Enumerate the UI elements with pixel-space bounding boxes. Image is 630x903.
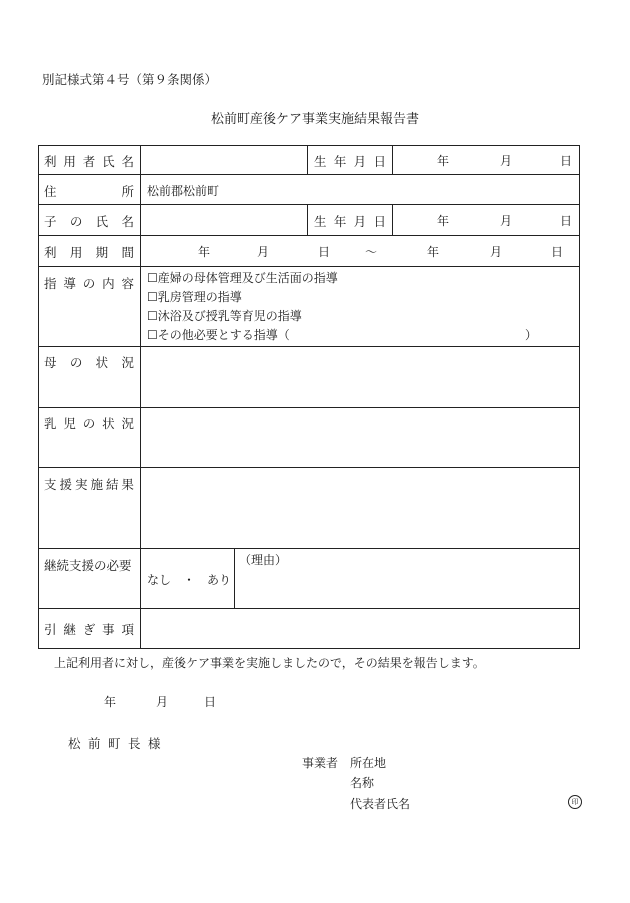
period-end-day-unit: 日	[551, 245, 564, 259]
representative-label: 代表者氏名	[350, 797, 411, 811]
business-address-label: 所在地	[350, 756, 387, 770]
label-user-name: 利 用 者 氏 名	[44, 154, 134, 169]
label-handover: 引 継 ぎ 事 項	[44, 622, 134, 637]
form-reference: 別記様式第４号（第９条関係）	[42, 72, 218, 87]
period-start-day-unit: 日	[318, 245, 331, 259]
report-year-unit: 年	[104, 695, 117, 709]
user-birth-day-unit: 日	[560, 154, 573, 168]
report-day-unit: 日	[204, 695, 217, 709]
user-birth-year-unit: 年	[437, 154, 450, 168]
period-end-year-unit: 年	[427, 245, 440, 259]
document-title: 松前町産後ケア事業実施結果報告書	[210, 112, 419, 127]
label-mother-status: 母 の 状 況	[44, 355, 134, 370]
child-birth-day-unit: 日	[560, 214, 573, 228]
seal-mark-icon: 印	[568, 795, 582, 809]
report-month-unit: 月	[156, 695, 169, 709]
continued-support-options[interactable]: なし ・ あり	[147, 573, 232, 587]
guidance-item-other[interactable]: ☐その他必要とする指導（	[147, 328, 290, 342]
addressee-mayor: 松 前 町 長 様	[68, 736, 161, 751]
guidance-item-maternal[interactable]: ☐産婦の母体管理及び生活面の指導	[147, 271, 338, 285]
label-infant-status: 乳 児 の 状 況	[44, 416, 134, 431]
label-child-birthdate: 生 年 月 日	[314, 214, 386, 229]
period-start-month-unit: 月	[257, 245, 270, 259]
label-child-name: 子 の 氏 名	[44, 214, 134, 229]
label-guidance: 指 導 の 内 容	[44, 276, 134, 291]
address-value: 松前郡松前町	[147, 184, 220, 198]
business-label: 事業者	[302, 756, 339, 770]
period-separator: ～	[365, 245, 378, 259]
label-usage-period: 利 用 期 間	[44, 245, 134, 260]
period-end-month-unit: 月	[490, 245, 503, 259]
label-continued-support: 継続支援の必要	[44, 558, 132, 573]
label-support-result: 支 援 実 施 結 果	[44, 477, 134, 492]
closing-sentence: 上記利用者に対し，産後ケア事業を実施しましたので，その結果を報告します。	[54, 656, 485, 670]
business-name-label: 名称	[350, 776, 375, 790]
guidance-item-breast[interactable]: ☐乳房管理の指導	[147, 290, 242, 304]
guidance-item-bathing[interactable]: ☐沐浴及び授乳等育児の指導	[147, 309, 302, 323]
user-birth-month-unit: 月	[500, 154, 513, 168]
child-birth-year-unit: 年	[437, 214, 450, 228]
child-birth-month-unit: 月	[500, 214, 513, 228]
guidance-other-close: ）	[525, 328, 538, 342]
continued-support-reason-label: （理由）	[239, 553, 288, 567]
report-table	[38, 145, 580, 649]
label-user-birthdate: 生 年 月 日	[314, 154, 386, 169]
period-start-year-unit: 年	[198, 245, 211, 259]
label-address: 住 所	[44, 184, 134, 199]
